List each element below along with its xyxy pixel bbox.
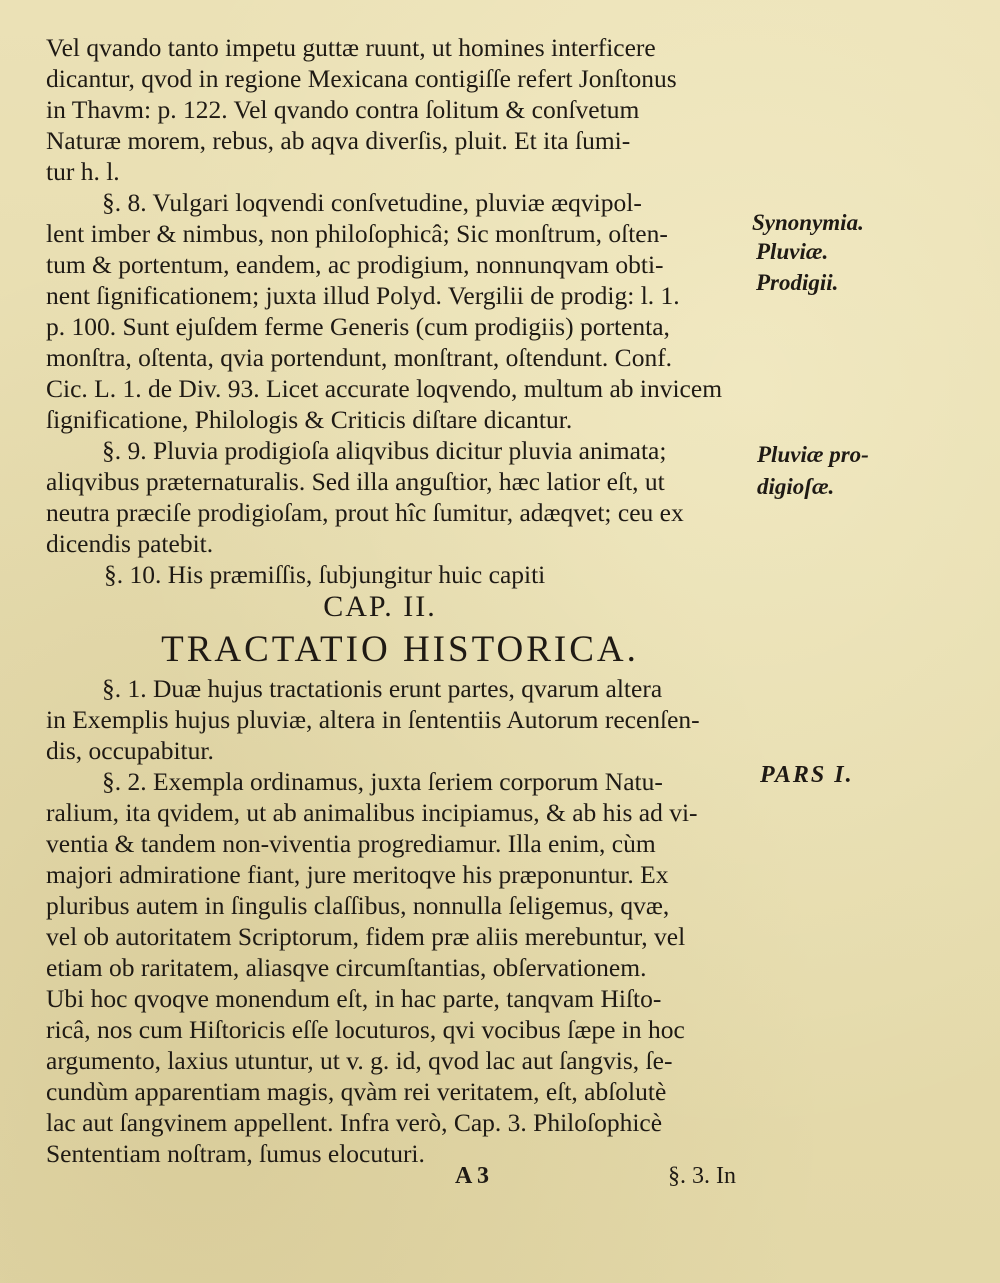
margin-note-pars: PARS I. bbox=[760, 762, 854, 788]
text-line: monſtra, oſtenta, qvia portendunt, monſtrant, oſtendunt. Conf. bbox=[46, 343, 673, 372]
margin-note-pluviae-pro: Pluviæ pro- bbox=[757, 442, 869, 467]
text-line: dicantur, qvod in regione Mexicana contigiſſe refert Jonſtonus bbox=[46, 64, 677, 93]
text-line: cundùm apparentiam magis, qvàm rei veritatem, eſt, abſolutè bbox=[46, 1077, 667, 1106]
text-line: vel ob autoritatem Scriptorum, fidem præ aliis merebuntur, vel bbox=[46, 922, 686, 951]
text-line: in Thavm: p. 122. Vel qvando contra ſolitum & conſvetum bbox=[46, 95, 640, 124]
text-line: in Exemplis hujus pluviæ, altera in ſententiis Autorum recenſen- bbox=[46, 705, 700, 734]
margin-note-pluviae: Pluviæ. bbox=[756, 239, 829, 264]
text-line: dis, occupabitur. bbox=[46, 736, 214, 765]
text-line: Ubi hoc qvoqve monendum eſt, in hac parte, tanqvam Hiſto- bbox=[46, 984, 662, 1013]
second-text-block bbox=[46, 673, 764, 1169]
catchword: §. 3. In bbox=[668, 1163, 736, 1189]
text-line: Naturæ morem, rebus, ab aqva diverſis, pluit. Et ita ſumi- bbox=[46, 126, 631, 155]
text-line: nent ſignificationem; juxta illud Polyd. Vergilii de prodig: l. 1. bbox=[46, 281, 680, 310]
text-line: ralium, ita qvidem, ut ab animalibus incipiamus, & ab his ad vi- bbox=[46, 798, 698, 827]
text-line: §. 9. Pluvia prodigioſa aliqvibus dicitur pluvia animata; bbox=[102, 436, 667, 465]
text-line: argumento, laxius utuntur, ut v. g. id, qvod lac aut ſangvis, ſe- bbox=[46, 1046, 673, 1075]
text-line: aliqvibus præternaturalis. Sed illa anguſtior, hæc latior eſt, ut bbox=[46, 467, 665, 496]
text-line: etiam ob raritatem, aliasqve circumſtantias, obſervationem. bbox=[46, 953, 647, 982]
text-line: ventia & tandem non-viventia progrediamur. Illa enim, cùm bbox=[46, 829, 656, 858]
text-line: dicendis patebit. bbox=[46, 529, 214, 558]
margin-note-prodigii: Prodigii. bbox=[756, 270, 839, 295]
text-line: ricâ, nos cum Hiſtoricis eſſe locuturos, qvi vocibus ſæpe in hoc bbox=[46, 1015, 685, 1044]
text-line: §. 10. His præmiſſis, ſubjungitur huic capiti bbox=[104, 560, 546, 589]
text-line: §. 2. Exempla ordinamus, juxta ſeriem corporum Natu- bbox=[102, 767, 663, 796]
text-line: tur h. l. bbox=[46, 157, 120, 186]
text-line: Cic. L. 1. de Div. 93. Licet accurate loqvendo, multum ab invicem bbox=[46, 374, 723, 403]
margin-note-synonymia: Synonymia. bbox=[752, 210, 864, 235]
main-text-block bbox=[46, 32, 764, 590]
text-line: §. 8. Vulgari loqvendi conſvetudine, pluviæ æqvipol- bbox=[102, 188, 642, 217]
text-line: neutra præciſe prodigioſam, prout hîc ſumitur, adæqvet; ceu ex bbox=[46, 498, 684, 527]
text-line: lent imber & nimbus, non philoſophicâ; Sic monſtrum, oſten- bbox=[46, 219, 668, 248]
text-line: pluribus autem in ſingulis claſſibus, nonnulla ſeligemus, qvæ, bbox=[46, 891, 670, 920]
text-line: §. 1. Duæ hujus tractationis erunt partes, qvarum altera bbox=[102, 674, 663, 703]
text-line: ſignificatione, Philologis & Criticis diſtare dicantur. bbox=[46, 405, 573, 434]
chapter-heading: CAP. II. bbox=[323, 590, 437, 623]
text-line: lac aut ſangvinem appellent. Infra verò, Cap. 3. Philoſophicè bbox=[46, 1108, 663, 1137]
signature-mark: A 3 bbox=[455, 1163, 490, 1189]
text-line: p. 100. Sunt ejuſdem ferme Generis (cum prodigiis) portenta, bbox=[46, 312, 670, 341]
text-line: tum & portentum, eandem, ac prodigium, nonnunqvam obti- bbox=[46, 250, 664, 279]
chapter-title: TRACTATIO HISTORICA. bbox=[161, 629, 639, 670]
margin-note-digiosae: digioſæ. bbox=[757, 474, 835, 499]
text-line: majori admiratione fiant, jure meritoqve his præponuntur. Ex bbox=[46, 860, 669, 889]
text-line: Vel qvando tanto impetu guttæ ruunt, ut homines interficere bbox=[46, 33, 656, 62]
text-line: Sententiam noſtram, ſumus elocuturi. bbox=[46, 1139, 425, 1168]
